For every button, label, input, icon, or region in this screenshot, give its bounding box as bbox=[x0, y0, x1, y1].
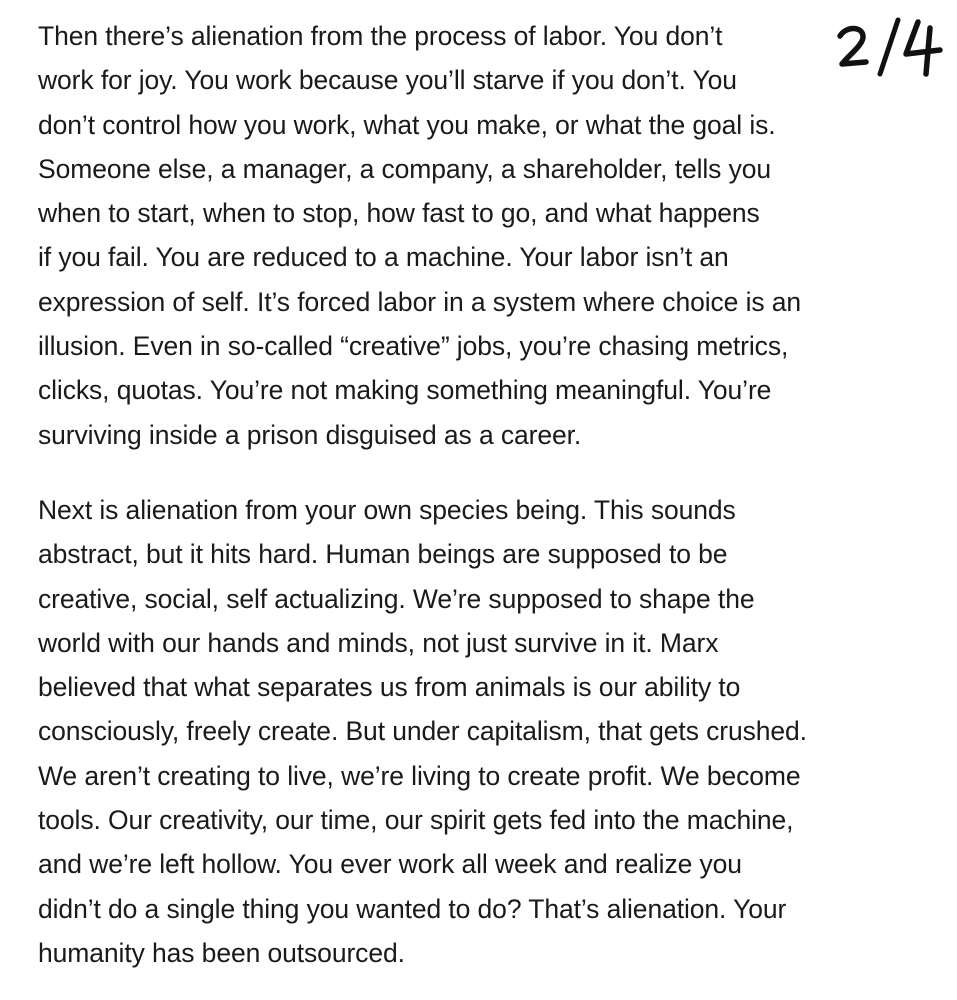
text-line: illusion. Even in so-called “creative” jobs, you’re chasing metrics, bbox=[38, 331, 789, 362]
text-line: Someone else, a manager, a company, a shareholder, tells you bbox=[38, 153, 772, 184]
paragraph-process-of-labor bbox=[38, 14, 938, 457]
text-line: Then there’s alienation from the process of labor. You don’t bbox=[38, 21, 723, 51]
page-marker-text bbox=[952, 14, 953, 15]
text-line: consciously, freely create. But under capitalism, that gets crushed. bbox=[38, 716, 807, 747]
text-line: didn’t do a single thing you wanted to do? That’s alienation. Your bbox=[38, 893, 787, 924]
text-line: if you fail. You are reduced to a machine. Your labor isn’t an bbox=[38, 242, 729, 273]
post-body bbox=[38, 14, 938, 975]
text-line: don’t control how you work, what you make, or what the goal is. bbox=[38, 109, 776, 140]
text-line: abstract, but it hits hard. Human beings are supposed to be bbox=[38, 539, 728, 570]
text-line: expression of self. It’s forced labor in a system where choice is an bbox=[38, 286, 802, 317]
text-line: clicks, quotas. You’re not making something meaningful. You’re bbox=[38, 375, 772, 406]
text-line: when to start, when to stop, how fast to go, and what happens bbox=[38, 198, 760, 229]
text-line: We aren’t creating to live, we’re living to create profit. We become bbox=[38, 760, 801, 791]
text-line: believed that what separates us from animals is our ability to bbox=[38, 672, 741, 703]
text-line: surviving inside a prison disguised as a career. bbox=[38, 419, 582, 450]
text-line: Next is alienation from your own species being. This sounds bbox=[38, 494, 736, 525]
paragraph-species-being bbox=[38, 488, 938, 975]
text-line: work for joy. You work because you’ll starve if you don’t. You bbox=[38, 65, 737, 96]
text-line: and we’re left hollow. You ever work all week and realize you bbox=[38, 849, 742, 880]
text-line: tools. Our creativity, our time, our spirit gets fed into the machine, bbox=[38, 805, 794, 836]
text-line: world with our hands and minds, not just survive in it. Marx bbox=[38, 627, 719, 658]
text-line: creative, social, self actualizing. We’re supposed to shape the bbox=[38, 583, 755, 614]
text-line: humanity has been outsourced. bbox=[38, 937, 405, 968]
